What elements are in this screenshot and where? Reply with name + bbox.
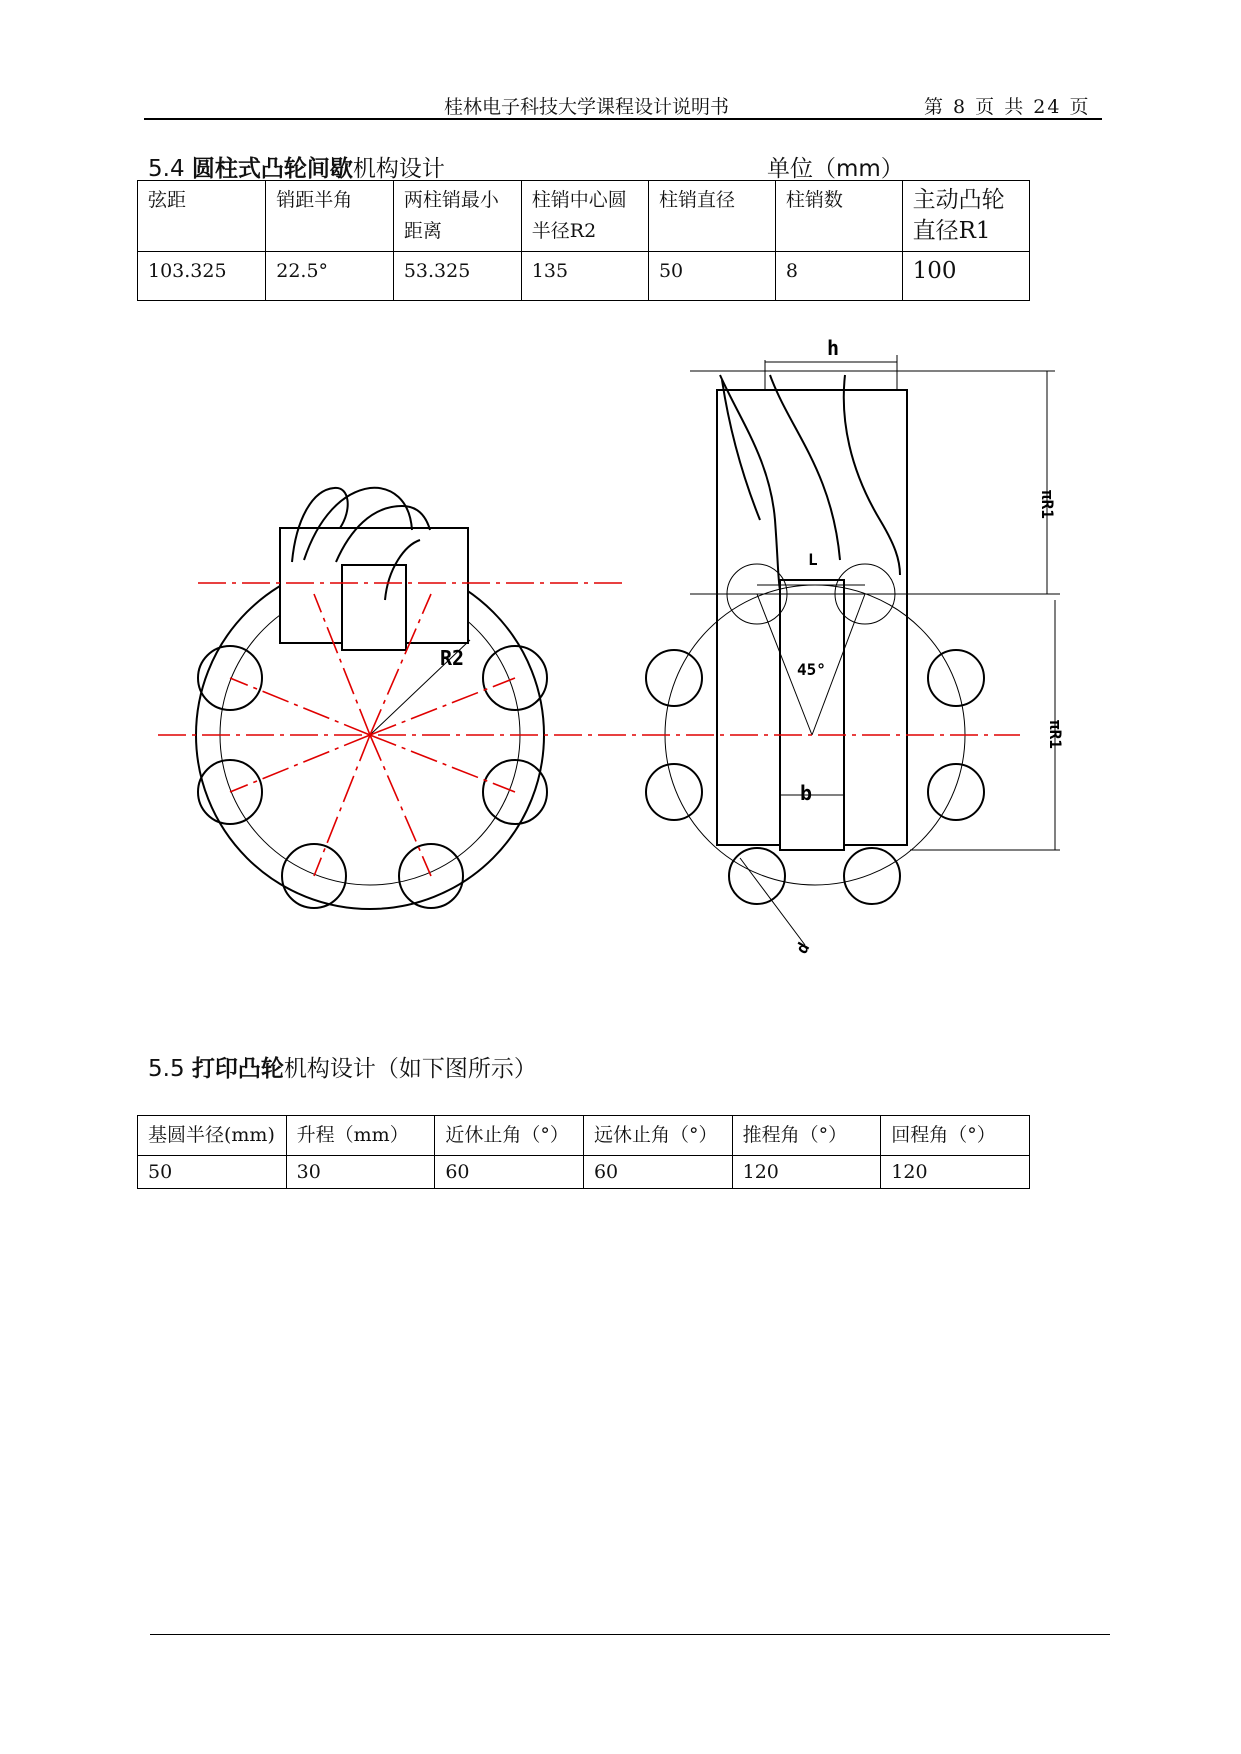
- header-cell: 基圆半径(mm): [138, 1116, 287, 1156]
- groove-curve: [722, 380, 760, 520]
- d-label: d: [792, 939, 814, 957]
- pir1-top-label: πR1: [1038, 490, 1057, 519]
- pin-circle: [729, 848, 785, 904]
- cam-slot: [342, 565, 406, 650]
- pin-circle: [928, 650, 984, 706]
- pir1-bottom-label: πR1: [1046, 720, 1065, 749]
- b-label: b: [800, 781, 813, 805]
- header-cell: 柱销中心圆半径R2: [521, 181, 648, 252]
- section-number: 5.4: [148, 156, 185, 182]
- section-title: 打印凸轮: [191, 1056, 284, 1082]
- table-header-row: [138, 1116, 1030, 1156]
- header-cell: 推程角（°）: [732, 1116, 881, 1156]
- section-5-5-heading: [148, 1050, 537, 1083]
- value-cell: 135: [521, 252, 648, 301]
- section-title-rest: 机构设计: [352, 156, 445, 182]
- header-cell: 主动凸轮直径R1: [902, 181, 1029, 252]
- value-cell: 120: [732, 1156, 881, 1189]
- header-title: 桂林电子科技大学课程设计说明书: [444, 96, 730, 118]
- centerline: [230, 735, 370, 792]
- value-cell: 53.325: [393, 252, 521, 301]
- centerline: [314, 735, 370, 876]
- value-cell: 120: [881, 1156, 1030, 1189]
- pin-circle: [646, 650, 702, 706]
- section-title: 圆柱式凸轮间歇: [191, 156, 353, 182]
- table-row: [138, 1156, 1030, 1189]
- header-cell: 近休止角（°）: [435, 1116, 584, 1156]
- header-cell: 弦距: [138, 181, 266, 252]
- unit-label: 单位（mm）: [767, 156, 904, 182]
- value-cell: 103.325: [138, 252, 266, 301]
- section-title-rest: 机构设计（如下图所示）: [283, 1056, 537, 1082]
- angle-label: 45°: [797, 660, 826, 679]
- header-page-number: 第 8 页 共 24 页: [924, 96, 1091, 118]
- header-cell: 回程角（°）: [881, 1116, 1030, 1156]
- d-leader: [740, 858, 805, 945]
- header-cell: 柱销直径: [648, 181, 775, 252]
- centerline: [230, 678, 370, 735]
- value-cell: 8: [775, 252, 902, 301]
- groove-curve: [770, 375, 840, 560]
- value-cell: 22.5°: [266, 252, 394, 301]
- value-cell: 60: [583, 1156, 732, 1189]
- groove-curve: [720, 375, 780, 590]
- header-cell: 升程（mm）: [286, 1116, 435, 1156]
- pin-circle: [646, 764, 702, 820]
- r2-label: R2: [440, 646, 465, 670]
- header-cell: 远休止角（°）: [583, 1116, 732, 1156]
- header-cell: 两柱销最小距离: [393, 181, 521, 252]
- value-cell: 60: [435, 1156, 584, 1189]
- value-cell: 50: [138, 1156, 287, 1189]
- footer-rule: [150, 1634, 1110, 1635]
- pin-circle: [928, 764, 984, 820]
- value-cell: 30: [286, 1156, 435, 1189]
- follower-slot: [780, 580, 844, 850]
- header-cell: 销距半角: [266, 181, 394, 252]
- h-label: h: [827, 336, 840, 360]
- section-number: 5.5: [148, 1056, 185, 1082]
- value-cell: 50: [648, 252, 775, 301]
- l-label: L: [808, 550, 818, 569]
- pin-circle: [844, 848, 900, 904]
- value-cell: 100: [902, 252, 1029, 301]
- groove-curve: [844, 375, 900, 575]
- header-cell: 柱销数: [775, 181, 902, 252]
- print-cam-table: [137, 1115, 1030, 1189]
